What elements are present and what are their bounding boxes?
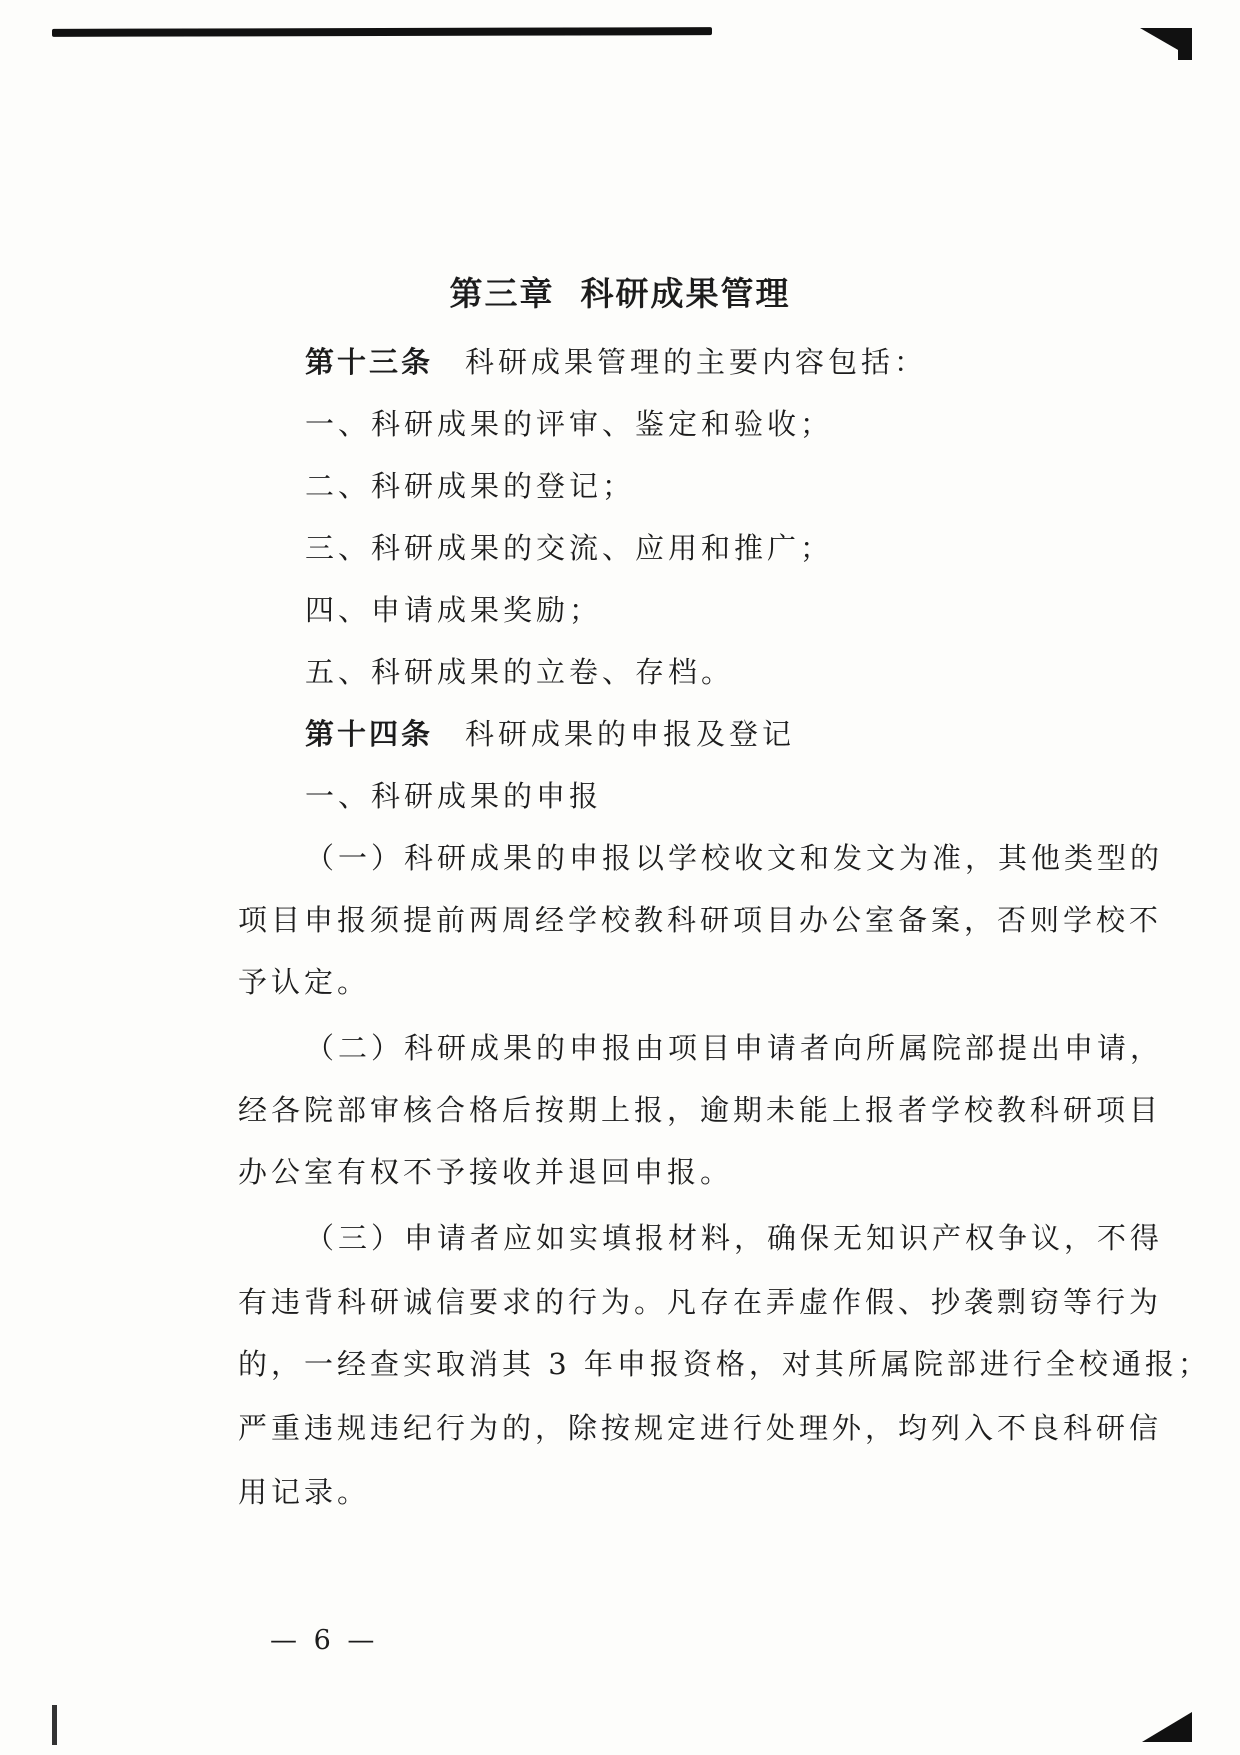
article-13-item: 三、科研成果的交流、应用和推广；: [305, 531, 834, 565]
scan-edge-top: [52, 27, 712, 37]
article-14-label: 第十四条: [305, 717, 434, 751]
article-13-item: 一、科研成果的评审、鉴定和验收；: [305, 407, 834, 441]
paragraph-line: （三）申请者应如实填报材料，确保无知识产权争议，不得: [305, 1221, 1164, 1255]
article-14-title: 科研成果的申报及登记: [465, 717, 796, 751]
article-13-item: 四、申请成果奖励；: [305, 593, 603, 627]
chapter-number: 第三章: [449, 274, 555, 313]
paragraph-line: 予认定。: [238, 965, 371, 999]
article-14-section-heading: 一、科研成果的申报: [305, 779, 603, 813]
paragraph-line: 严重违规违纪行为的，除按规定进行处理外，均列入不良科研信: [238, 1411, 1163, 1445]
paragraph-line: （二）科研成果的申报由项目申请者向所属院部提出申请，: [305, 1031, 1164, 1065]
chapter-heading: [0, 268, 1240, 315]
scan-corner-bottom-right: [1142, 1712, 1192, 1742]
scan-corner-top-right-bar: [1178, 28, 1192, 60]
paragraph-line: 用记录。: [238, 1475, 371, 1509]
paragraph-line: 的，一经查实取消其 3 年申报资格，对其所属院部进行全校通报；: [238, 1347, 1211, 1381]
article-13-heading: [305, 342, 927, 382]
scan-edge-left: [52, 1705, 57, 1745]
paragraph-line: 办公室有权不予接收并退回申报。: [238, 1155, 734, 1189]
paragraph-line: （一）科研成果的申报以学校收文和发文为准，其他类型的: [305, 841, 1164, 875]
paragraph-line: 有违背科研诚信要求的行为。凡存在弄虚作假、抄袭剽窃等行为: [238, 1285, 1163, 1319]
article-14-heading: [305, 714, 795, 754]
paragraph-line: 项目申报须提前两周经学校教科研项目办公室备案，否则学校不: [238, 903, 1163, 937]
article-13-item: 五、科研成果的立卷、存档。: [305, 655, 735, 689]
article-13-intro: 科研成果管理的主要内容包括：: [465, 345, 928, 379]
article-13-label: 第十三条: [305, 345, 434, 379]
paragraph-line: 经各院部审核合格后按期上报，逾期未能上报者学校教科研项目: [238, 1093, 1163, 1127]
article-13-item: 二、科研成果的登记；: [305, 469, 636, 503]
chapter-title: 科研成果管理: [580, 274, 791, 313]
page-number: — 6 —: [270, 1625, 379, 1656]
